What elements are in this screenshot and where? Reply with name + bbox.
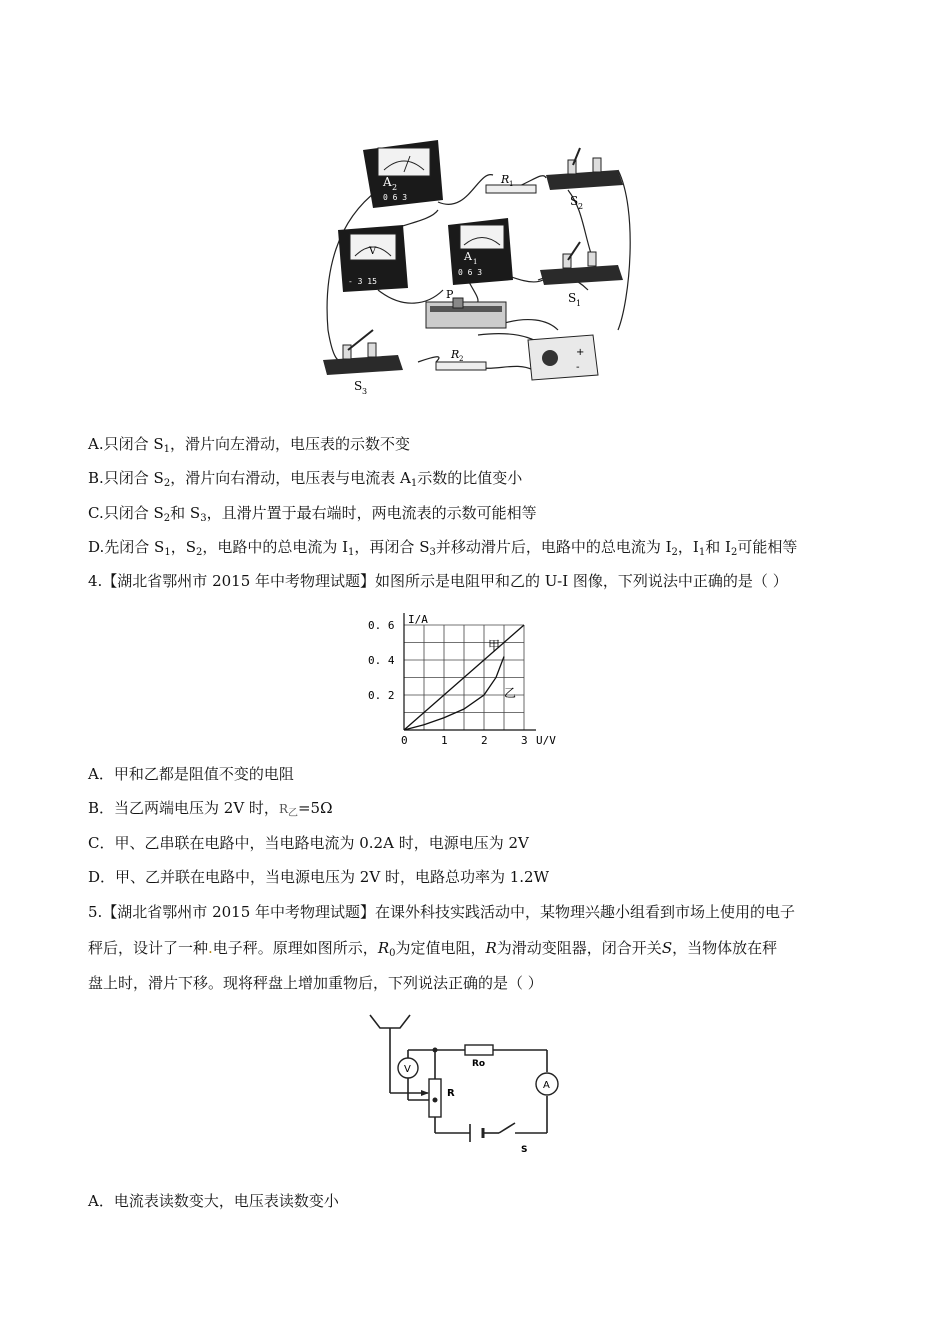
q5-stem-line2: 秤后，设计了一种.电子秤。原理如图所示，$R_0$为定值电阻，R为滑动变阻器，闭合开关S，当物体放在秤 — [88, 939, 778, 959]
svg-text:1: 1 — [576, 299, 582, 308]
svg-text:0 6 3: 0 6 3 — [383, 193, 408, 202]
switch-s3 — [323, 330, 403, 396]
q4-stem: 4.【湖北省鄂州市 2015 年中考物理试题】如图所示是电阻甲和乙的 U-I 图像，下列说法中正确的是（ ） — [88, 572, 788, 590]
ui-chart — [368, 610, 568, 750]
q4-option-a: A．甲和乙都是阻值不变的电阻 — [88, 765, 294, 783]
q4-option-d: D．甲、乙并联在电路中，当电源电压为 2V 时，电路总功率为 1.2W — [88, 868, 549, 886]
y-tick-label: 0. 2 — [368, 689, 395, 702]
svg-text:R: R — [501, 173, 510, 186]
x-tick-label: 0 — [401, 734, 408, 747]
svg-text:2: 2 — [459, 355, 464, 363]
series-line — [404, 657, 504, 731]
series-label: 甲 — [488, 638, 501, 653]
svg-text:0 6 3: 0 6 3 — [458, 268, 483, 277]
y-tick-label: 0. 6 — [368, 619, 395, 632]
svg-text:2: 2 — [392, 183, 398, 192]
resistor-r0 — [465, 1045, 493, 1055]
svg-text:P: P — [446, 288, 454, 301]
svg-text:1: 1 — [509, 180, 514, 188]
q5-option-a: A．电流表读数变大，电压表读数变小 — [88, 1192, 339, 1210]
x-tick-label: 1 — [441, 734, 448, 747]
q5-stem-line3: 盘上时，滑片下移。现将秤盘上增加重物后，下列说法正确的是（ ） — [88, 974, 543, 992]
ammeter-a1 — [448, 218, 513, 285]
svg-text:R: R — [451, 348, 460, 361]
q3-option-d: D.先闭合 $S_1$，$S_2$，电路中的总电流为 $I_1$，再闭合 $S_3$并移动滑片后，电路中的总电流为 $I_2$，$I_1$和 $I_2$可能相等 — [88, 538, 798, 558]
q3-option-a: A.只闭合 $S_1$，滑片向左滑动，电压表的示数不变 — [88, 435, 411, 455]
svg-text:A: A — [543, 1080, 550, 1091]
svg-text:-: - — [576, 362, 580, 373]
a2-label: A — [383, 175, 392, 189]
x-axis-label: U/V — [536, 734, 556, 747]
scale-pan — [370, 1015, 410, 1028]
series-label: 乙 — [504, 685, 517, 700]
circuit-figure-q5 — [365, 1010, 575, 1160]
q4-option-b: B．当乙两端电压为 2V 时，$R_乙=5\Omega$ — [88, 799, 333, 819]
svg-text:2: 2 — [578, 202, 584, 211]
battery — [528, 335, 598, 380]
resistor-r1 — [486, 173, 536, 193]
svg-text:V: V — [404, 1064, 411, 1075]
q3-option-b: B.只闭合 $S_2$，滑片向右滑动，电压表与电流表 $A_1$示数的比值变小 — [88, 469, 523, 489]
svg-text:S: S — [354, 379, 363, 393]
switch-s2 — [546, 148, 623, 211]
q5-stem-line1: 5.【湖北省鄂州市 2015 年中考物理试题】在课外科技实践活动中，某物理兴趣小组看到市场上使用的电子 — [88, 903, 796, 921]
svg-text:S: S — [521, 1145, 528, 1155]
switch-symbol — [499, 1123, 515, 1133]
voltmeter — [338, 225, 408, 292]
svg-text:3: 3 — [362, 387, 368, 396]
svg-text:S: S — [568, 291, 577, 305]
q4-option-c: C．甲、乙串联在电路中，当电路电流为 0.2A 时，电源电压为 2V — [88, 834, 529, 852]
svg-text:+: + — [576, 347, 585, 358]
svg-text:1: 1 — [473, 258, 478, 266]
x-tick-label: 2 — [481, 734, 488, 747]
y-tick-label: 0. 4 — [368, 654, 395, 667]
switch-s1 — [540, 242, 623, 308]
svg-text:R: R — [447, 1088, 455, 1099]
svg-text:A: A — [464, 250, 472, 263]
slider-arrow — [421, 1090, 429, 1096]
svg-text:- 3 15: - 3 15 — [348, 277, 377, 286]
x-tick-label: 3 — [521, 734, 528, 747]
resistor-r2 — [436, 348, 486, 370]
ammeter-a2 — [363, 140, 443, 208]
svg-text:V: V — [369, 246, 377, 257]
svg-text:Ro: Ro — [472, 1059, 486, 1069]
svg-text:S: S — [570, 194, 579, 208]
q3-option-c: C.只闭合 $S_2$和 $S_3$，且滑片置于最右端时，两电流表的示数可能相等 — [88, 504, 537, 524]
circuit-figure-q3 — [318, 130, 638, 400]
y-axis-label: I/A — [408, 613, 428, 626]
